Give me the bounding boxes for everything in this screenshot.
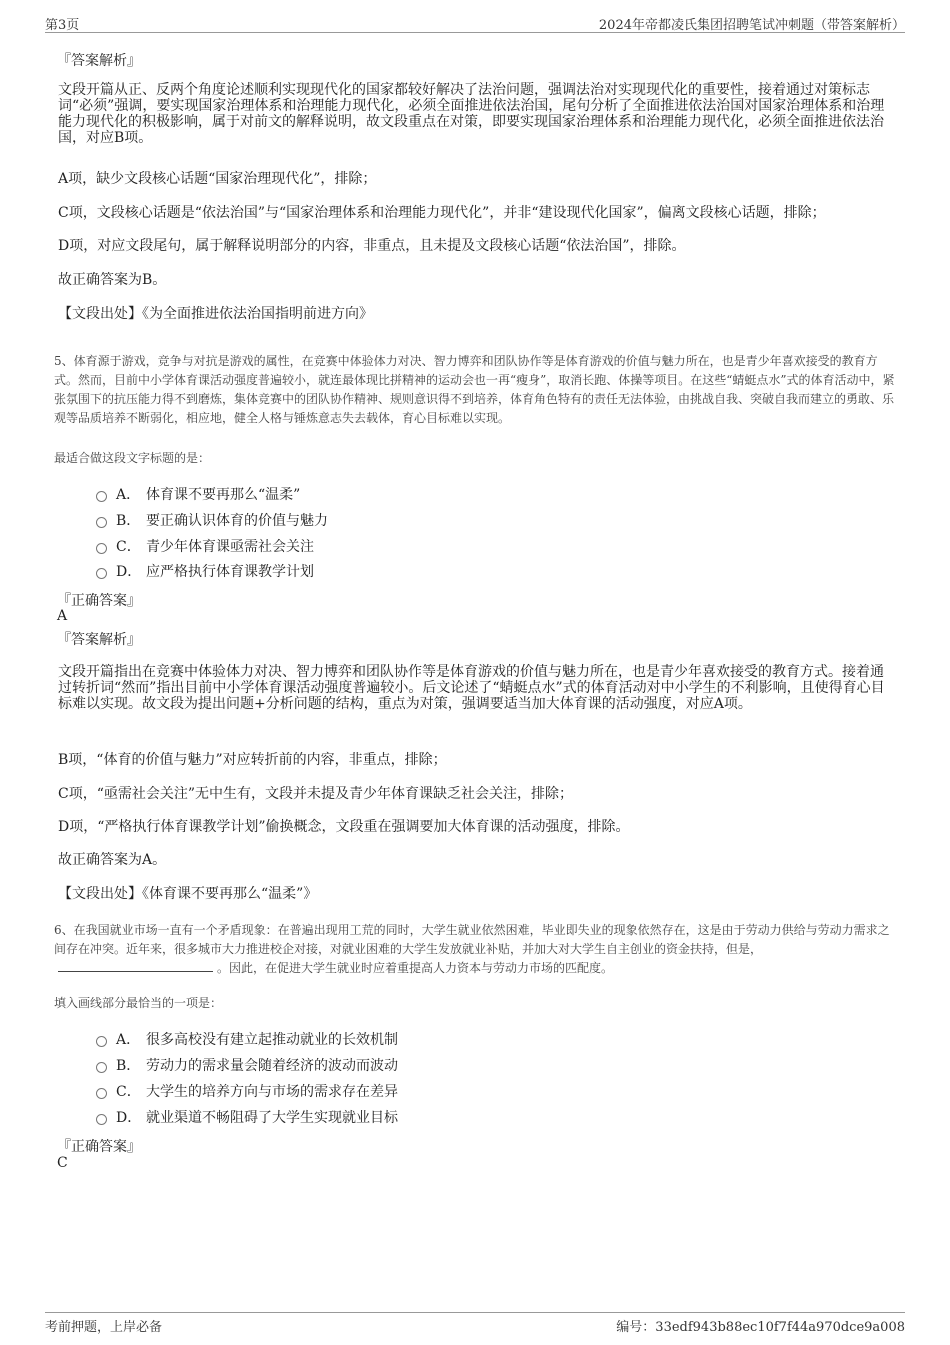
q5-prompt: 最适合做这段文字标题的是：: [54, 451, 211, 465]
q5-option-b[interactable]: B． 要正确认识体育的价值与魅力: [96, 510, 328, 530]
radio-icon[interactable]: [96, 517, 107, 528]
q4-option-c-note: C项，文段核心话题是“依法治国”与“国家治理体系和治理能力现代化”，并非“建设现代化国家”，偏离文段核心话题，排除；: [58, 205, 826, 221]
radio-icon[interactable]: [96, 543, 107, 554]
radio-icon[interactable]: [96, 568, 107, 579]
q4-analysis-label: 『答案解析』: [57, 53, 141, 69]
page-footer: [45, 1312, 905, 1336]
q6-option-b[interactable]: B． 劳动力的需求量会随着经济的波动而波动: [96, 1055, 398, 1075]
radio-icon[interactable]: [96, 1088, 107, 1099]
q6-option-d[interactable]: D． 就业渠道不畅阻碍了大学生实现就业目标: [96, 1107, 398, 1127]
document-title: 2024年帝都凌氏集团招聘笔试冲刺题（带答案解析）: [598, 18, 905, 33]
q5-option-c[interactable]: C． 青少年体育课亟需社会关注: [96, 536, 314, 556]
page-number: 第3页: [45, 18, 80, 33]
q6-correct-answer: C: [57, 1155, 68, 1171]
q4-option-d-note: D项，对应文段尾句，属于解释说明部分的内容，非重点，且未提及文段核心话题“依法治国”，排除。: [58, 238, 686, 254]
q5-analysis-text: 文段开篇指出在竞赛中体验体力对决、智力博弈和团队协作等是体育游戏的价值与魅力所在，也是青少年喜欢接受的教育方式。接着通过转折词“然而”指出目前中小学体育课活动强度普遍较小。后文论述了“蜻蜓点水”式的体育活动对中小学生的不利影响，且使得育心目标难以实现。故文段为提出问题+分析问题的结构，重点为对策，强调要适当加大体育课的活动强度，对应A项。: [58, 664, 885, 712]
q5-option-d-note: D项，“严格执行体育课教学计划”偷换概念，文段重在强调要加大体育课的活动强度，排除。: [58, 819, 630, 835]
q5-option-c-note: C项，“亟需社会关注”无中生有，文段并未提及青少年体育课缺乏社会关注，排除；: [58, 786, 574, 802]
q6-correct-label: 『正确答案』: [57, 1139, 141, 1155]
q4-source: 【文段出处】《为全面推进依法治国指明前进方向》: [58, 306, 373, 322]
q5-stem: 5、体育源于游戏，竞争与对抗是游戏的属性，在竞赛中体验体力对决、智力博弈和团队协作等是体育游戏的价值与魅力所在，也是青少年喜欢接受的教育方式。然而，目前中小学体育课活动强度普遍较小，就连最体现比拼精神的运动会也一再“瘦身”，取消长跑、体操等项目。在这些“蜻蜓点水”式的体育活动中，紧张氛围下的抗压能力得不到磨炼，集体竞赛中的团队协作精神、规则意识得不到培养，体育角色特有的责任无法体验，由挑战自我、突破自我而建立的勇敢、乐观等品质培养不断弱化，相应地，健全人格与锤炼意志失去载体，育心目标难以实现。: [54, 354, 895, 425]
q6-option-c[interactable]: C． 大学生的培养方向与市场的需求存在差异: [96, 1081, 398, 1101]
q6-stem: 6、在我国就业市场一直有一个矛盾现象：在普遍出现用工荒的同时，大学生就业依然困难，毕业即失业的现象依然存在，这是由于劳动力供给与劳动力需求之间存在冲突。近年来，很多城市大力推进校企对接，对就业困难的大学生发放就业补贴，并加大对大学生自主创业的资金扶持，但是，。因此，在促进大学生就业时应着重提高人力资本与劳动力市场的匹配度。: [54, 923, 890, 975]
radio-icon[interactable]: [96, 1036, 107, 1047]
radio-icon[interactable]: [96, 1114, 107, 1125]
q5-option-b-note: B项，“体育的价值与魅力”对应转折前的内容，非重点，排除；: [58, 752, 447, 768]
q5-correct-answer: A: [57, 608, 68, 624]
q5-analysis-label: 『答案解析』: [57, 632, 141, 648]
q6-option-a[interactable]: A． 很多高校没有建立起推动就业的长效机制: [96, 1029, 398, 1049]
q5-option-a[interactable]: A． 体育课不要再那么“温柔”: [96, 484, 300, 504]
page-header: [45, 14, 905, 33]
q6-prompt: 填入画线部分最恰当的一项是：: [54, 996, 223, 1010]
q4-analysis-text: 文段开篇从正、反两个角度论述顺利实现现代化的国家都较好解决了法治问题，强调法治对实现现代化的重要性，接着通过对策标志词“必须”强调，要实现国家治理体系和治理能力现代化，必须全面推进依法治国，尾句分析了全面推进依法治国对国家治理体系和治理能力现代化的积极影响，属于对前文的解释说明，故文段重点在对策，即要实现国家治理体系和治理能力现代化，必须全面推进依法治国，对应B项。: [58, 82, 885, 146]
q4-option-a-note: A项，缺少文段核心话题“国家治理现代化”，排除；: [58, 171, 377, 187]
q5-option-d[interactable]: D． 应严格执行体育课教学计划: [96, 561, 314, 581]
fill-in-blank: [58, 959, 213, 972]
radio-icon[interactable]: [96, 1062, 107, 1073]
radio-icon[interactable]: [96, 491, 107, 502]
q5-source: 【文段出处】《体育课不要再那么“温柔”》: [58, 886, 318, 902]
q5-correct-label: 『正确答案』: [57, 593, 141, 609]
q4-conclusion: 故正确答案为B。: [58, 272, 167, 288]
footer-slogan: 考前押题，上岸必备: [45, 1320, 163, 1335]
q5-conclusion: 故正确答案为A。: [58, 852, 167, 868]
footer-code: 编号：33edf943b88ec10f7f44a970dce9a008: [616, 1320, 905, 1335]
